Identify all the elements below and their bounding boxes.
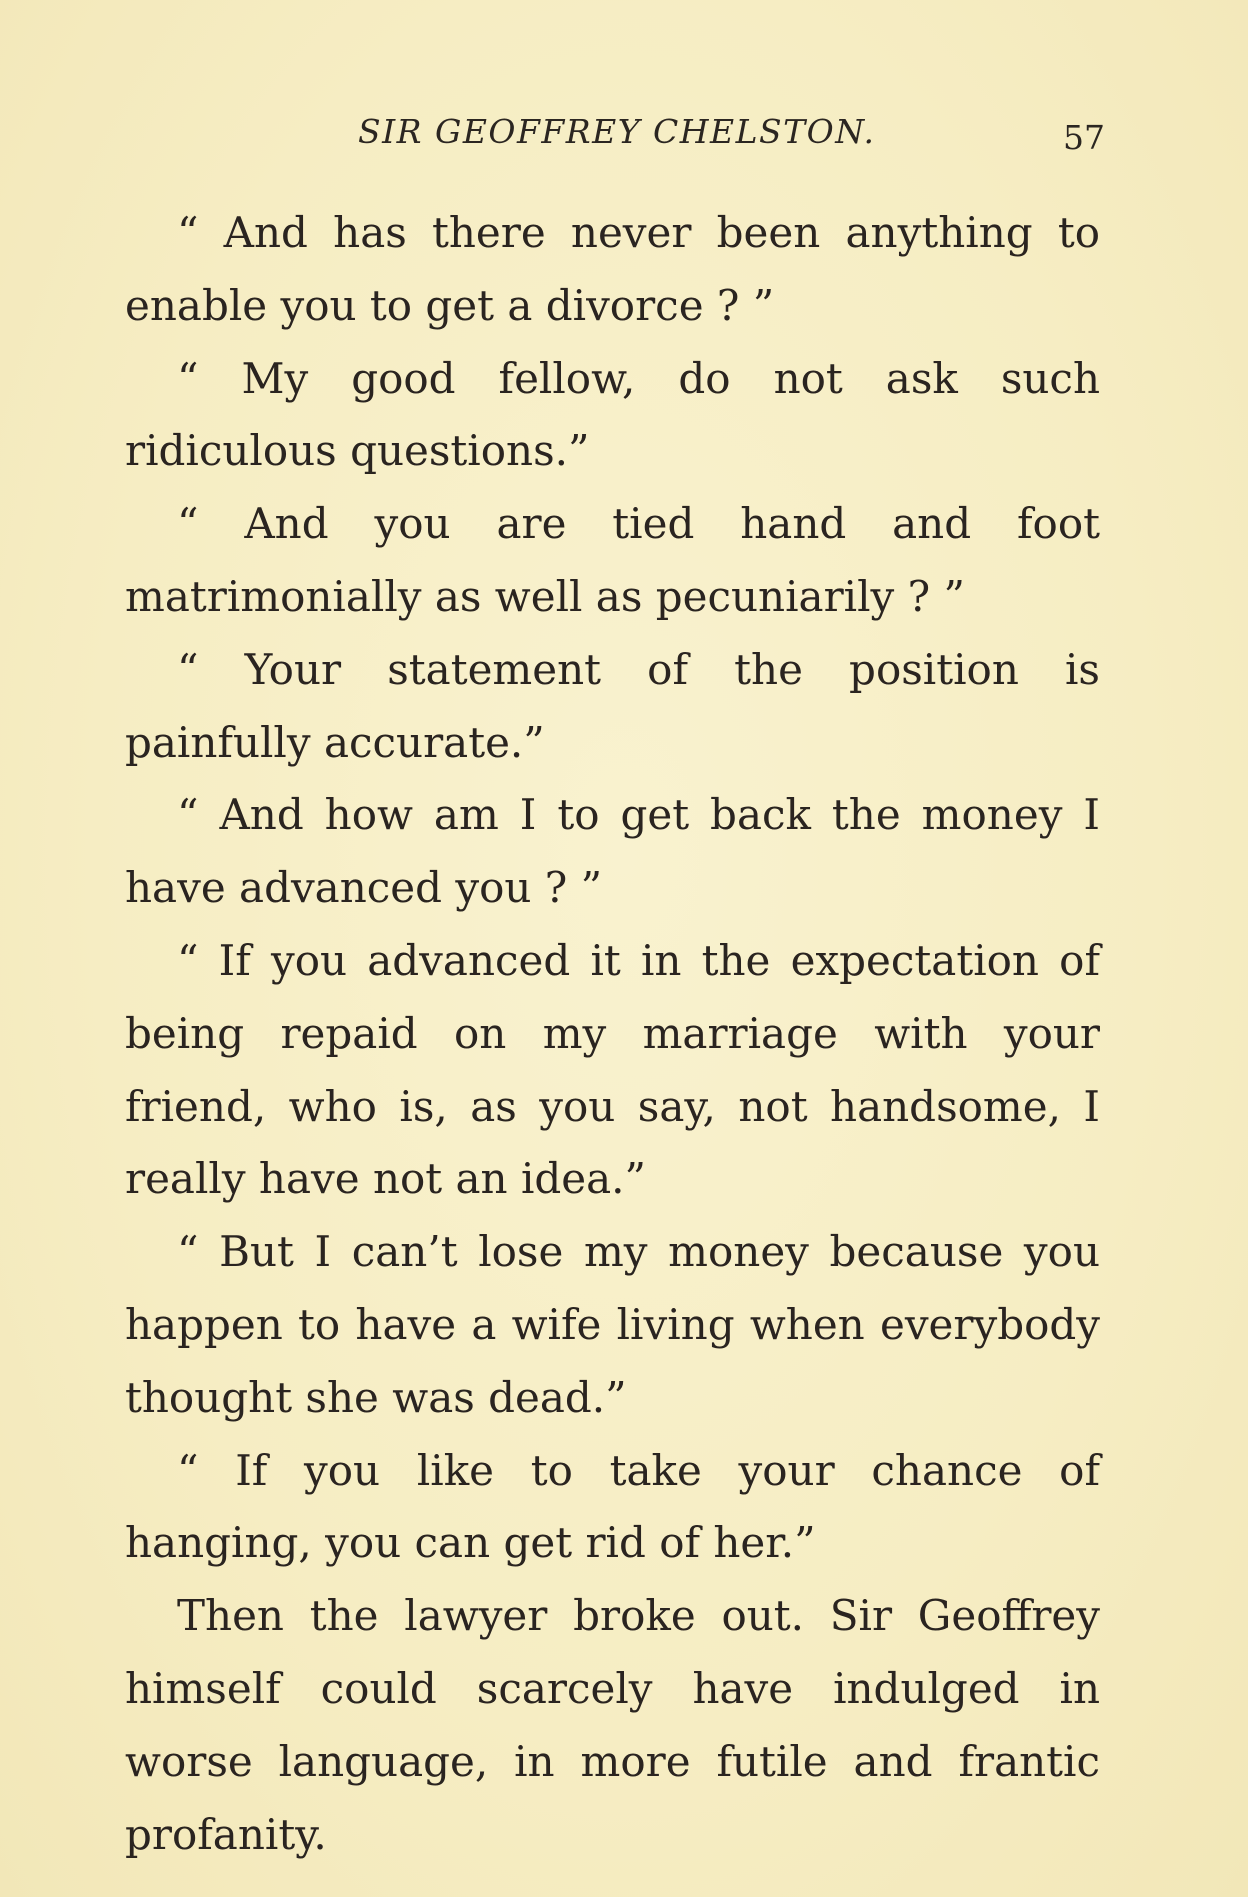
paragraph: “ But I can’t lose my money because you happen to have a wife living when everybody thought she was dead.”	[125, 1227, 1100, 1422]
paragraph: “ Your statement of the position is painfully accurate.”	[125, 644, 1100, 767]
body-text	[125, 197, 1100, 1871]
paragraph: Then the lawyer broke out. Sir Geoffrey himself could scarcely have indulged in worse language, in more futile and frantic profanity.	[125, 1591, 1100, 1859]
paragraph: “ And has there never been anything to enable you to get a divorce ? ”	[125, 208, 1100, 330]
paragraph: “ If you like to take your chance of hanging, you can get rid of her.”	[125, 1445, 1100, 1568]
paragraph: “ And how am I to get back the money I have advanced you ? ”	[125, 790, 1100, 913]
paragraph: “ My good fellow, do not ask such ridiculous questions.”	[125, 353, 1100, 476]
running-title: SIR GEOFFREY CHELSTON.	[358, 112, 876, 151]
page-number: 57	[1063, 118, 1105, 157]
paragraph: “ If you advanced it in the expectation of being repaid on my marriage with your friend, who is, as you say, not handsome, I really have not an idea.”	[125, 935, 1100, 1204]
paragraph: “ And you are tied hand and foot matrimonially as well as pecuniarily ? ”	[125, 499, 1100, 621]
